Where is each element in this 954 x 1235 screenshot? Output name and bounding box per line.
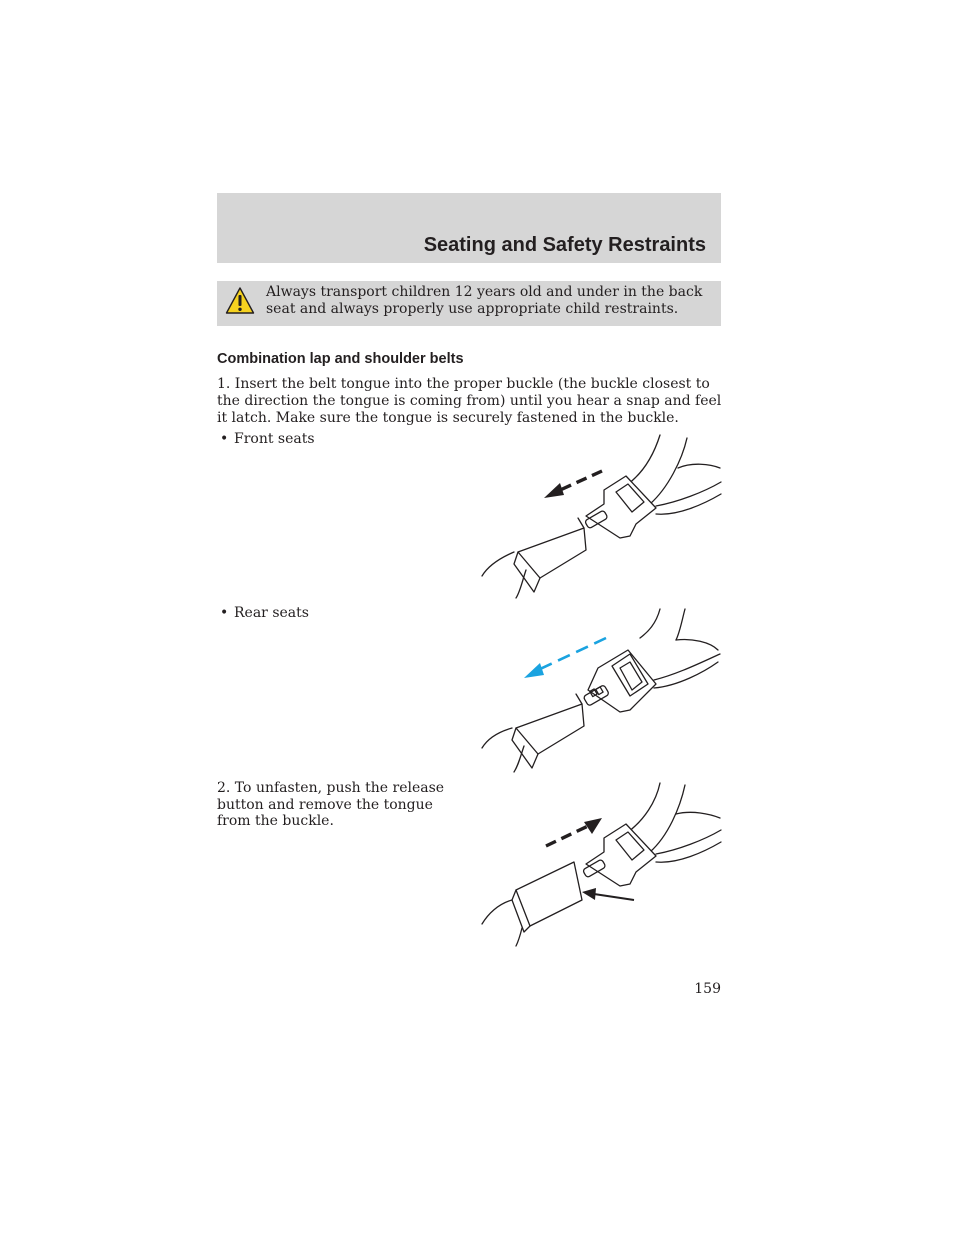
instruction-step-2: 2. To unfasten, push the release button and remove the tongue from the buckle.: [217, 780, 445, 829]
page-title: Seating and Safety Restraints: [423, 234, 706, 256]
bullet-rear-seats: [220, 605, 309, 622]
page-number: 159: [694, 981, 721, 997]
insert-direction-arrow: [544, 471, 602, 498]
insert-direction-arrow: [524, 638, 606, 678]
warning-triangle-icon: [225, 286, 255, 316]
bullet-symbol: •: [220, 605, 229, 621]
header-band: [217, 193, 721, 263]
bullet-front-seats: [220, 431, 315, 448]
unfasten-buckle-illustration: [478, 780, 723, 950]
instruction-step-1: 1. Insert the belt tongue into the proper buckle (the buckle closest to the direction the tongue is coming from) until you hear a snap and feel it latch. Make sure the tongue is securely fastened in the buckle.: [217, 376, 722, 426]
bullet-label: Front seats: [234, 431, 315, 447]
warning-box: [217, 281, 721, 326]
rear-seat-buckle-illustration: [478, 606, 723, 776]
bullet-symbol: •: [220, 431, 229, 447]
bullet-label: Rear seats: [234, 605, 309, 621]
warning-text: Always transport children 12 years old and under in the back seat and always properly use appropriate child restraints.: [266, 284, 703, 317]
remove-direction-arrow: [546, 818, 602, 846]
section-heading: Combination lap and shoulder belts: [217, 351, 464, 367]
release-button-arrow: [582, 888, 634, 900]
front-seat-buckle-illustration: [478, 432, 723, 602]
